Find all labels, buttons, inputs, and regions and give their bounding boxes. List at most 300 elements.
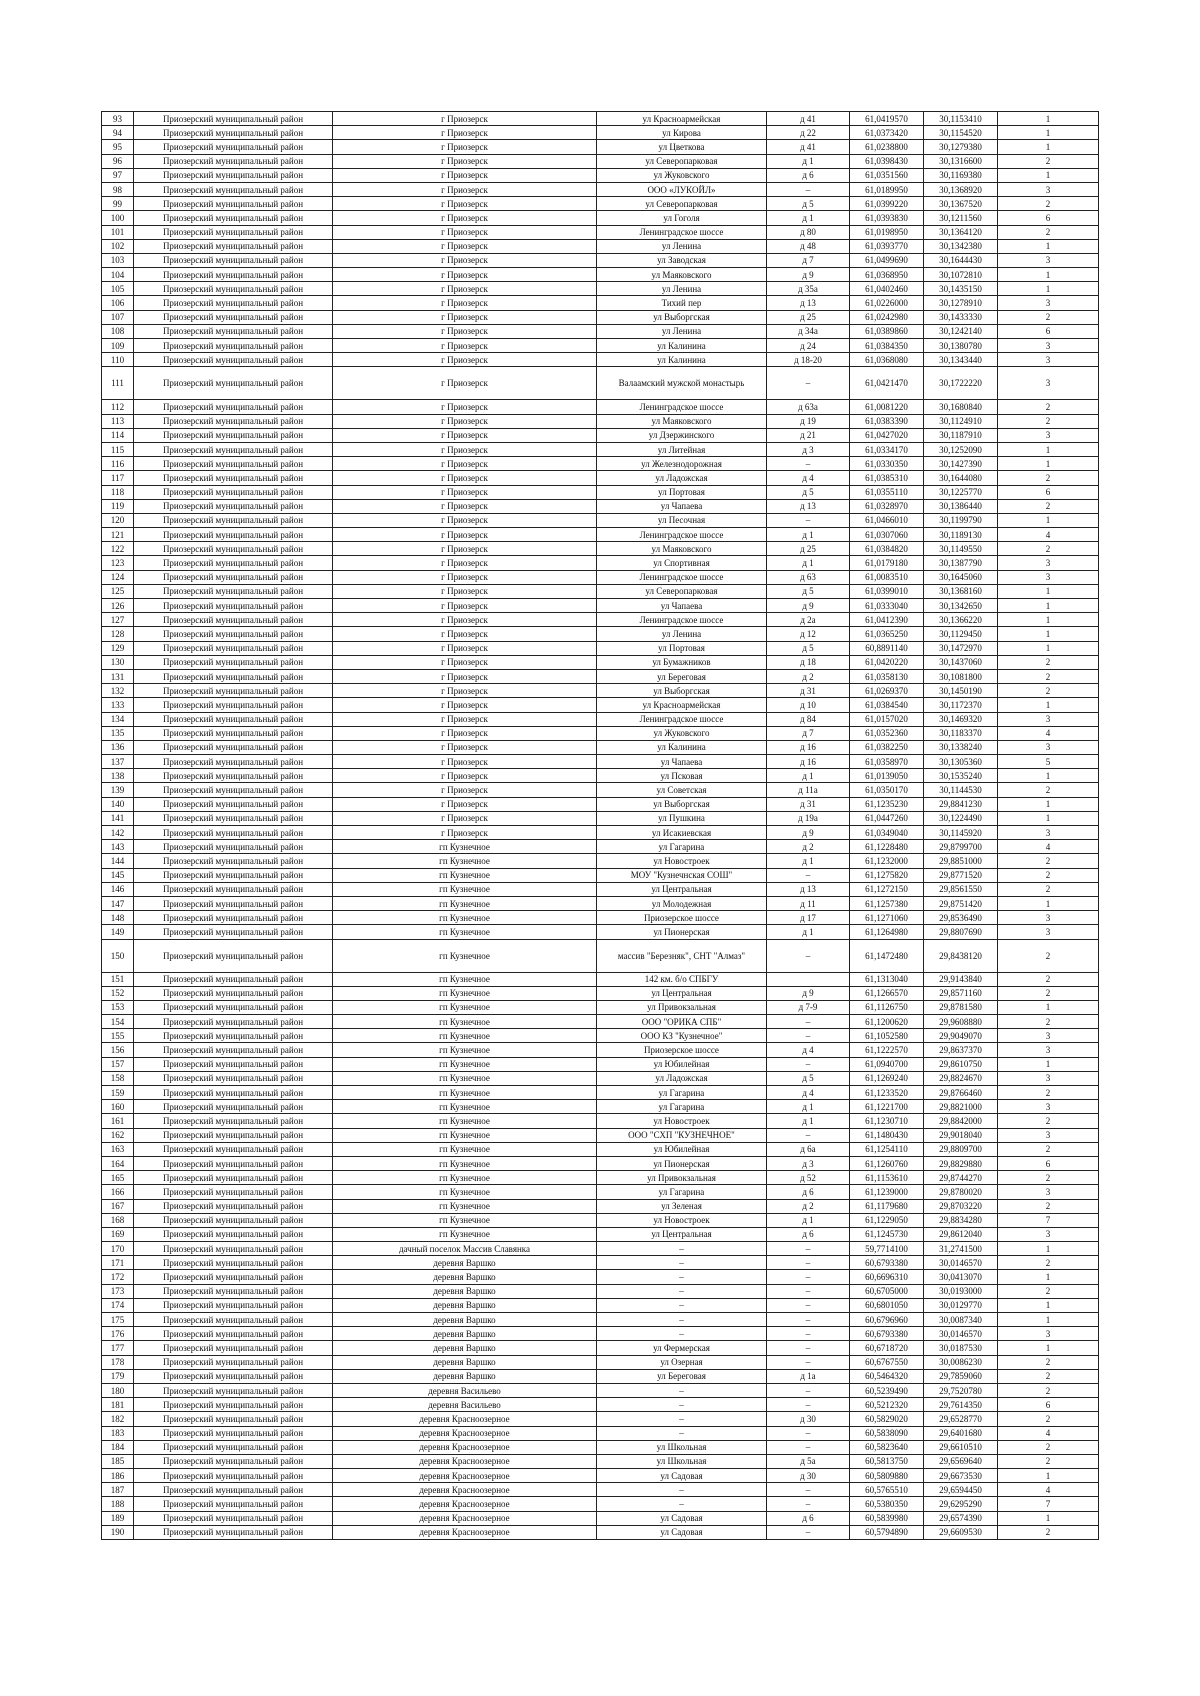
longitude-cell: 29,7520780 (924, 1383, 998, 1397)
count-cell: 4 (998, 1426, 1099, 1440)
latitude-cell: 61,1266570 (850, 986, 924, 1000)
latitude-cell: 61,1275820 (850, 868, 924, 882)
row-number: 190 (102, 1525, 134, 1539)
house-cell: – (767, 1313, 850, 1327)
street-cell: ул Молодежная (597, 896, 767, 910)
house-cell: д 41 (767, 140, 850, 154)
district-cell: Приозерский муниципальный район (134, 1185, 333, 1199)
settlement-cell: г Приозерск (333, 740, 597, 754)
street-cell: ООО "ОРИКА СПБ" (597, 1015, 767, 1029)
house-cell: д 5 (767, 485, 850, 499)
settlement-cell: г Приозерск (333, 282, 597, 296)
longitude-cell: 29,9049070 (924, 1029, 998, 1043)
street-cell: ул Пушкина (597, 811, 767, 825)
settlement-cell: г Приозерск (333, 310, 597, 324)
street-cell: ул Спортивная (597, 556, 767, 570)
longitude-cell: 30,1450190 (924, 684, 998, 698)
house-cell: д 1а (767, 1369, 850, 1383)
house-cell: – (767, 1497, 850, 1511)
street-cell: ул Новостроек (597, 1213, 767, 1227)
table-row (102, 1525, 1099, 1539)
district-cell: Приозерский муниципальный район (134, 253, 333, 267)
house-cell: д 9 (767, 826, 850, 840)
table-row (102, 1000, 1099, 1014)
row-number: 127 (102, 613, 134, 627)
count-cell: 2 (998, 868, 1099, 882)
street-cell: ул Цветкова (597, 140, 767, 154)
settlement-cell: г Приозерск (333, 513, 597, 527)
district-cell: Приозерский муниципальный район (134, 1398, 333, 1412)
street-cell: ул Выборгская (597, 797, 767, 811)
table-row (102, 986, 1099, 1000)
settlement-cell: г Приозерск (333, 627, 597, 641)
longitude-cell: 29,6594450 (924, 1483, 998, 1497)
settlement-cell: г Приозерск (333, 499, 597, 513)
table-row (102, 972, 1099, 986)
table-row (102, 428, 1099, 442)
settlement-cell: г Приозерск (333, 584, 597, 598)
count-cell: 1 (998, 239, 1099, 253)
table-row (102, 911, 1099, 925)
table-row (102, 1483, 1099, 1497)
settlement-cell: деревня Красноозерное (333, 1469, 597, 1483)
street-cell: ул Красноармейская (597, 112, 767, 126)
row-number: 111 (102, 367, 134, 400)
longitude-cell: 30,1149550 (924, 542, 998, 556)
count-cell: 6 (998, 1156, 1099, 1170)
longitude-cell: 30,1183370 (924, 726, 998, 740)
longitude-cell: 29,8809700 (924, 1142, 998, 1156)
district-cell: Приозерский муниципальный район (134, 740, 333, 754)
count-cell: 3 (998, 353, 1099, 367)
count-cell: 2 (998, 986, 1099, 1000)
latitude-cell: 61,0389860 (850, 324, 924, 338)
house-cell: – (767, 367, 850, 400)
table-row (102, 854, 1099, 868)
longitude-cell: 29,6673530 (924, 1469, 998, 1483)
row-number: 158 (102, 1071, 134, 1085)
count-cell: 1 (998, 599, 1099, 613)
longitude-cell: 29,8612040 (924, 1227, 998, 1241)
longitude-cell: 29,6610510 (924, 1440, 998, 1454)
longitude-cell: 30,1144530 (924, 783, 998, 797)
house-cell: – (767, 1341, 850, 1355)
district-cell: Приозерский муниципальный район (134, 1114, 333, 1128)
settlement-cell: г Приозерск (333, 268, 597, 282)
district-cell: Приозерский муниципальный район (134, 140, 333, 154)
settlement-cell: гп Кузнечное (333, 1142, 597, 1156)
table-row (102, 225, 1099, 239)
count-cell: 1 (998, 513, 1099, 527)
longitude-cell: 30,1645060 (924, 570, 998, 584)
district-cell: Приозерский муниципальный район (134, 182, 333, 196)
table-row (102, 896, 1099, 910)
table-row (102, 669, 1099, 683)
count-cell: 1 (998, 896, 1099, 910)
row-number: 172 (102, 1270, 134, 1284)
longitude-cell: 30,0086230 (924, 1355, 998, 1369)
house-cell: д 6 (767, 1185, 850, 1199)
count-cell: 2 (998, 197, 1099, 211)
district-cell: Приозерский муниципальный район (134, 1469, 333, 1483)
longitude-cell: 29,6401680 (924, 1426, 998, 1440)
longitude-cell: 29,8571160 (924, 986, 998, 1000)
row-number: 150 (102, 939, 134, 972)
district-cell: Приозерский муниципальный район (134, 339, 333, 353)
district-cell: Приозерский муниципальный район (134, 882, 333, 896)
longitude-cell: 30,1252090 (924, 442, 998, 456)
street-cell: Ленинградское шоссе (597, 570, 767, 584)
longitude-cell: 30,1366220 (924, 613, 998, 627)
settlement-cell: гп Кузнечное (333, 1086, 597, 1100)
house-cell: – (767, 1440, 850, 1454)
house-cell: д 52 (767, 1171, 850, 1185)
row-number: 161 (102, 1114, 134, 1128)
latitude-cell: 60,5794890 (850, 1525, 924, 1539)
street-cell: ул Озерная (597, 1355, 767, 1369)
house-cell: д 1 (767, 1100, 850, 1114)
row-number: 147 (102, 896, 134, 910)
settlement-cell: деревня Варшко (333, 1284, 597, 1298)
street-cell: ул Маяковского (597, 268, 767, 282)
street-cell: ул Гагарина (597, 1086, 767, 1100)
row-number: 117 (102, 471, 134, 485)
latitude-cell: 60,6718720 (850, 1341, 924, 1355)
latitude-cell: 61,0402460 (850, 282, 924, 296)
house-cell: – (767, 1029, 850, 1043)
district-cell: Приозерский муниципальный район (134, 1213, 333, 1227)
table-row (102, 826, 1099, 840)
street-cell: ул Маяковского (597, 542, 767, 556)
district-cell: Приозерский муниципальный район (134, 154, 333, 168)
house-cell: д 2а (767, 613, 850, 627)
street-cell: ул Бумажников (597, 655, 767, 669)
longitude-cell: 30,0413070 (924, 1270, 998, 1284)
district-cell: Приозерский муниципальный район (134, 769, 333, 783)
settlement-cell: гп Кузнечное (333, 854, 597, 868)
house-cell: д 16 (767, 740, 850, 754)
count-cell: 3 (998, 428, 1099, 442)
district-cell: Приозерский муниципальный район (134, 726, 333, 740)
row-number: 112 (102, 400, 134, 414)
settlement-cell: г Приозерск (333, 698, 597, 712)
house-cell: – (767, 1015, 850, 1029)
count-cell: 3 (998, 1185, 1099, 1199)
house-cell: д 1 (767, 211, 850, 225)
longitude-cell: 30,1081800 (924, 669, 998, 683)
table-row (102, 253, 1099, 267)
street-cell: Приозерское шоссе (597, 911, 767, 925)
latitude-cell: 60,6793380 (850, 1256, 924, 1270)
street-cell: ул Калинина (597, 740, 767, 754)
latitude-cell: 61,0334170 (850, 442, 924, 456)
table-row (102, 296, 1099, 310)
count-cell: 3 (998, 182, 1099, 196)
house-cell: д 4 (767, 471, 850, 485)
longitude-cell: 29,8799700 (924, 840, 998, 854)
house-cell: – (767, 513, 850, 527)
row-number: 95 (102, 140, 134, 154)
district-cell: Приозерский муниципальный район (134, 1171, 333, 1185)
street-cell: ул Красноармейская (597, 698, 767, 712)
row-number: 113 (102, 414, 134, 428)
district-cell: Приозерский муниципальный район (134, 783, 333, 797)
count-cell: 2 (998, 854, 1099, 868)
longitude-cell: 29,8851000 (924, 854, 998, 868)
district-cell: Приозерский муниципальный район (134, 1227, 333, 1241)
row-number: 164 (102, 1156, 134, 1170)
count-cell: 1 (998, 140, 1099, 154)
count-cell: 2 (998, 400, 1099, 414)
street-cell: ул Песочная (597, 513, 767, 527)
count-cell: 1 (998, 1469, 1099, 1483)
house-cell: д 4 (767, 1086, 850, 1100)
street-cell: ул Новостроек (597, 1114, 767, 1128)
count-cell: 2 (998, 1114, 1099, 1128)
house-cell: д 19а (767, 811, 850, 825)
longitude-cell: 30,1644080 (924, 471, 998, 485)
latitude-cell: 59,7714100 (850, 1242, 924, 1256)
street-cell: ул Ленина (597, 282, 767, 296)
longitude-cell: 30,0193000 (924, 1284, 998, 1298)
latitude-cell: 61,0427020 (850, 428, 924, 442)
count-cell: 2 (998, 1015, 1099, 1029)
count-cell: 2 (998, 1355, 1099, 1369)
table-row (102, 1171, 1099, 1185)
house-cell: – (767, 1525, 850, 1539)
table-row (102, 1440, 1099, 1454)
count-cell: 2 (998, 154, 1099, 168)
count-cell: 3 (998, 1029, 1099, 1043)
table-row (102, 584, 1099, 598)
latitude-cell: 61,1221700 (850, 1100, 924, 1114)
row-number: 184 (102, 1440, 134, 1454)
street-cell: – (597, 1398, 767, 1412)
district-cell: Приозерский муниципальный район (134, 1313, 333, 1327)
row-number: 139 (102, 783, 134, 797)
longitude-cell: 29,6528770 (924, 1412, 998, 1426)
district-cell: Приозерский муниципальный район (134, 310, 333, 324)
longitude-cell: 29,6569640 (924, 1454, 998, 1468)
latitude-cell: 61,0399220 (850, 197, 924, 211)
latitude-cell: 61,1052580 (850, 1029, 924, 1043)
table-row (102, 1454, 1099, 1468)
table-row (102, 282, 1099, 296)
longitude-cell: 29,8536490 (924, 911, 998, 925)
table-row (102, 1256, 1099, 1270)
settlement-cell: г Приозерск (333, 457, 597, 471)
house-cell: д 25 (767, 542, 850, 556)
settlement-cell: гп Кузнечное (333, 1043, 597, 1057)
latitude-cell: 61,0365250 (850, 627, 924, 641)
settlement-cell: деревня Варшко (333, 1270, 597, 1284)
row-number: 154 (102, 1015, 134, 1029)
table-row (102, 1029, 1099, 1043)
street-cell: – (597, 1383, 767, 1397)
row-number: 119 (102, 499, 134, 513)
row-number: 97 (102, 168, 134, 182)
house-cell: – (767, 1483, 850, 1497)
table-row (102, 1071, 1099, 1085)
latitude-cell: 61,1313040 (850, 972, 924, 986)
row-number: 185 (102, 1454, 134, 1468)
row-number: 144 (102, 854, 134, 868)
settlement-cell: г Приозерск (333, 684, 597, 698)
street-cell: – (597, 1284, 767, 1298)
settlement-cell: г Приозерск (333, 211, 597, 225)
table-row (102, 1412, 1099, 1426)
latitude-cell: 61,0384350 (850, 339, 924, 353)
count-cell: 1 (998, 1057, 1099, 1071)
latitude-cell: 61,1228480 (850, 840, 924, 854)
count-cell: 1 (998, 769, 1099, 783)
settlement-cell: гп Кузнечное (333, 840, 597, 854)
count-cell: 2 (998, 1525, 1099, 1539)
house-cell: д 2 (767, 840, 850, 854)
count-cell: 3 (998, 712, 1099, 726)
house-cell: д 5 (767, 641, 850, 655)
latitude-cell: 61,0499690 (850, 253, 924, 267)
settlement-cell: деревня Красноозерное (333, 1440, 597, 1454)
district-cell: Приозерский муниципальный район (134, 1412, 333, 1426)
district-cell: Приозерский муниципальный район (134, 211, 333, 225)
district-cell: Приозерский муниципальный район (134, 1128, 333, 1142)
count-cell: 2 (998, 1284, 1099, 1298)
longitude-cell: 29,8829880 (924, 1156, 998, 1170)
table-row (102, 310, 1099, 324)
longitude-cell: 29,8561550 (924, 882, 998, 896)
house-cell: – (767, 1057, 850, 1071)
house-cell: д 63а (767, 400, 850, 414)
longitude-cell: 30,1172370 (924, 698, 998, 712)
district-cell: Приозерский муниципальный район (134, 1327, 333, 1341)
house-cell: д 30 (767, 1412, 850, 1426)
longitude-cell: 30,0187530 (924, 1341, 998, 1355)
street-cell: 142 км. б/о СПБГУ (597, 972, 767, 986)
district-cell: Приозерский муниципальный район (134, 1497, 333, 1511)
latitude-cell: 60,5809880 (850, 1469, 924, 1483)
table-row (102, 755, 1099, 769)
row-number: 187 (102, 1483, 134, 1497)
settlement-cell: деревня Красноозерное (333, 1454, 597, 1468)
longitude-cell: 30,1343440 (924, 353, 998, 367)
street-cell: ул Ленина (597, 239, 767, 253)
longitude-cell: 30,0146570 (924, 1327, 998, 1341)
latitude-cell: 61,0189950 (850, 182, 924, 196)
street-cell: ул Железнодорожная (597, 457, 767, 471)
longitude-cell: 30,1278910 (924, 296, 998, 310)
settlement-cell: г Приозерск (333, 112, 597, 126)
row-number: 145 (102, 868, 134, 882)
table-row (102, 528, 1099, 542)
row-number: 106 (102, 296, 134, 310)
longitude-cell: 30,1368160 (924, 584, 998, 598)
street-cell: – (597, 1483, 767, 1497)
district-cell: Приозерский муниципальный район (134, 1256, 333, 1270)
district-cell: Приозерский муниципальный район (134, 1057, 333, 1071)
street-cell: ул Маяковского (597, 414, 767, 428)
settlement-cell: гп Кузнечное (333, 986, 597, 1000)
longitude-cell: 29,9018040 (924, 1128, 998, 1142)
count-cell: 2 (998, 1369, 1099, 1383)
row-number: 149 (102, 925, 134, 939)
settlement-cell: деревня Красноозерное (333, 1412, 597, 1426)
table-row (102, 1284, 1099, 1298)
row-number: 104 (102, 268, 134, 282)
district-cell: Приозерский муниципальный район (134, 655, 333, 669)
district-cell: Приозерский муниципальный район (134, 268, 333, 282)
district-cell: Приозерский муниципальный район (134, 1199, 333, 1213)
district-cell: Приозерский муниципальный район (134, 854, 333, 868)
count-cell: 3 (998, 253, 1099, 267)
district-cell: Приозерский муниципальный район (134, 698, 333, 712)
row-number: 131 (102, 669, 134, 683)
latitude-cell: 61,1233520 (850, 1086, 924, 1100)
table-row (102, 1015, 1099, 1029)
count-cell: 1 (998, 442, 1099, 456)
street-cell: – (597, 1327, 767, 1341)
district-cell: Приозерский муниципальный район (134, 1242, 333, 1256)
count-cell: 6 (998, 1398, 1099, 1412)
street-cell: ул Северопарковая (597, 197, 767, 211)
table-row (102, 414, 1099, 428)
row-number: 186 (102, 1469, 134, 1483)
table-row (102, 868, 1099, 882)
latitude-cell: 60,5839980 (850, 1511, 924, 1525)
count-cell: 2 (998, 783, 1099, 797)
street-cell: ул Школьная (597, 1454, 767, 1468)
street-cell: ул Выборгская (597, 310, 767, 324)
row-number: 188 (102, 1497, 134, 1511)
house-cell: д 80 (767, 225, 850, 239)
house-cell: д 48 (767, 239, 850, 253)
table-row (102, 485, 1099, 499)
settlement-cell: гп Кузнечное (333, 1015, 597, 1029)
house-cell: д 63 (767, 570, 850, 584)
longitude-cell: 29,8834280 (924, 1213, 998, 1227)
count-cell: 1 (998, 627, 1099, 641)
settlement-cell: г Приозерск (333, 556, 597, 570)
latitude-cell: 61,1126750 (850, 1000, 924, 1014)
latitude-cell: 61,0349040 (850, 826, 924, 840)
street-cell: ул Гагарина (597, 840, 767, 854)
row-number: 142 (102, 826, 134, 840)
district-cell: Приозерский муниципальный район (134, 1029, 333, 1043)
house-cell: – (767, 939, 850, 972)
street-cell: ул Гагарина (597, 1185, 767, 1199)
row-number: 120 (102, 513, 134, 527)
row-number: 122 (102, 542, 134, 556)
latitude-cell: 60,5239490 (850, 1383, 924, 1397)
count-cell: 2 (998, 684, 1099, 698)
district-cell: Приозерский муниципальный район (134, 1071, 333, 1085)
settlement-cell: г Приозерск (333, 168, 597, 182)
settlement-cell: г Приозерск (333, 769, 597, 783)
district-cell: Приозерский муниципальный район (134, 1100, 333, 1114)
count-cell: 7 (998, 1497, 1099, 1511)
table-row (102, 1298, 1099, 1312)
street-cell: ул Жуковского (597, 168, 767, 182)
street-cell: – (597, 1270, 767, 1284)
street-cell: ООО КЗ "Кузнечное" (597, 1029, 767, 1043)
longitude-cell: 29,8771520 (924, 868, 998, 882)
street-cell: ул Литейная (597, 442, 767, 456)
row-number: 152 (102, 986, 134, 1000)
row-number: 94 (102, 126, 134, 140)
longitude-cell: 29,8824670 (924, 1071, 998, 1085)
row-number: 133 (102, 698, 134, 712)
house-cell: д 6 (767, 168, 850, 182)
